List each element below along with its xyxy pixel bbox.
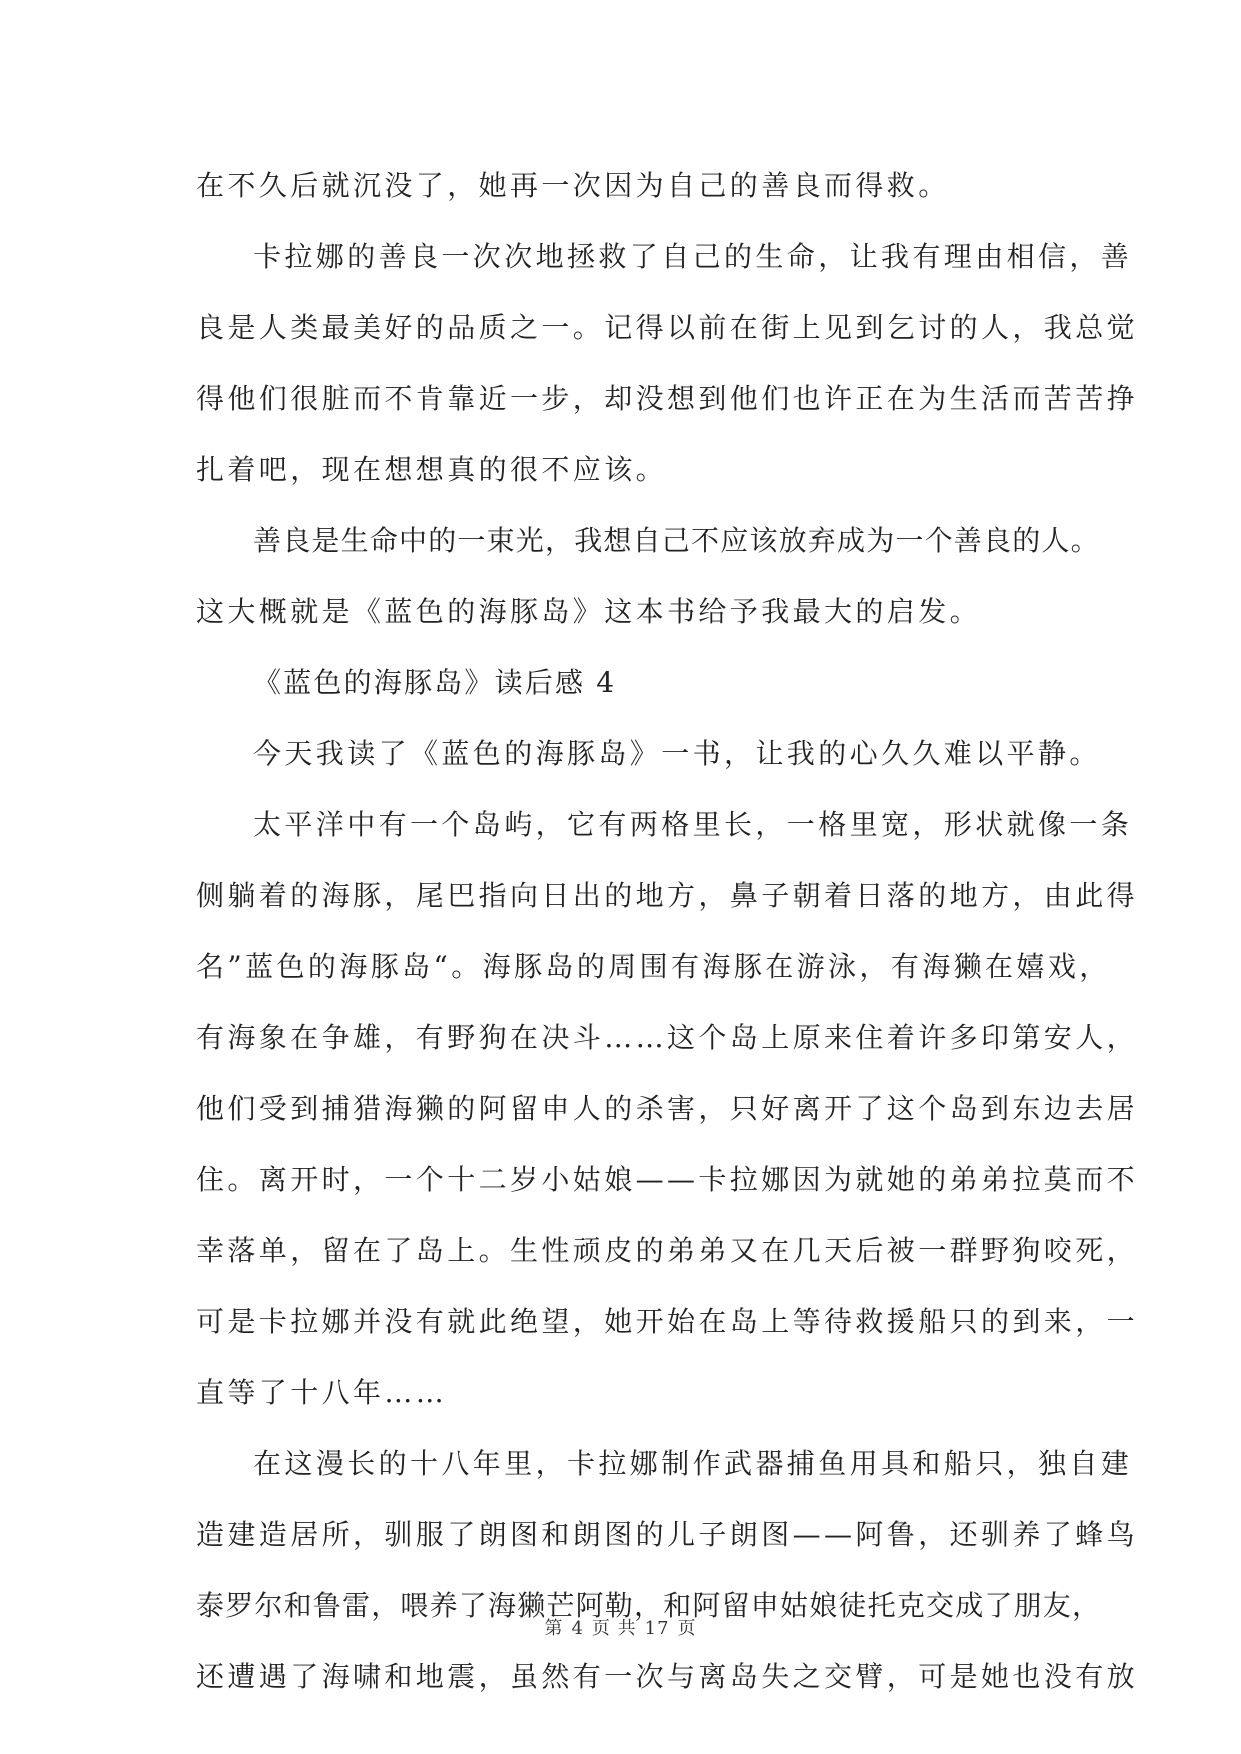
text-line: 得他们很脏而不肯靠近一步，却没想到他们也许正在为生活而苦苦挣 — [196, 382, 1139, 415]
text-line: 幸落单，留在了岛上。生性顽皮的弟弟又在几天后被一群野狗咬死， — [196, 1234, 1139, 1267]
text-line: 良是人类最美好的品质之一。记得以前在街上见到乞讨的人，我总觉 — [196, 311, 1139, 344]
current-page-number: 4 — [571, 1618, 584, 1639]
text-line: 卡拉娜的善良一次次地拯救了自己的生命，让我有理由相信，善 — [253, 240, 1133, 273]
text-line: 直等了十八年…… — [196, 1376, 448, 1409]
text-line: 在不久后就沉没了，她再一次因为自己的善良而得救。 — [196, 169, 950, 202]
text-line: 侧躺着的海豚，尾巴指向日出的地方，鼻子朝着日落的地方，由此得 — [196, 879, 1139, 912]
page-footer — [0, 1614, 1241, 1640]
total-pages-number: 17 — [644, 1618, 670, 1639]
text-line: 扎着吧，现在想想真的很不应该。 — [196, 453, 668, 486]
text-line: 住。离开时，一个十二岁小姑娘——卡拉娜因为就她的弟弟拉莫而不 — [196, 1163, 1139, 1196]
text-line: 还遭遇了海啸和地震，虽然有一次与离岛失之交臂，可是她也没有放 — [196, 1660, 1139, 1693]
text-line: 在这漫长的十八年里，卡拉娜制作武器捕鱼用具和船只，独自建 — [253, 1447, 1133, 1480]
footer-middle: 页 共 — [591, 1618, 637, 1639]
text-line: 太平洋中有一个岛屿，它有两格里长，一格里宽，形状就像一条 — [253, 808, 1133, 841]
text-line: 今天我读了《蓝色的海豚岛》一书，让我的心久久难以平静。 — [253, 737, 1101, 770]
text-line: 造建造居所，驯服了朗图和朗图的儿子朗图——阿鲁，还驯养了蜂鸟 — [196, 1518, 1139, 1551]
text-line: 可是卡拉娜并没有就此绝望，她开始在岛上等待救援船只的到来，一 — [196, 1305, 1139, 1338]
section-title: 《蓝色的海豚岛》读后感 4 — [253, 666, 617, 699]
footer-suffix: 页 — [677, 1618, 697, 1639]
text-line: 这大概就是《蓝色的海豚岛》这本书给予我最大的启发。 — [196, 595, 982, 628]
text-line: 善良是生命中的一束光，我想自己不应该放弃成为一个善良的人。 — [253, 524, 1100, 557]
text-line: 名”蓝色的海豚岛“。海豚岛的周围有海豚在游泳，有海獭在嬉戏， — [196, 950, 1111, 983]
text-line: 泰罗尔和鲁雷，喂养了海獭芒阿勒，和阿留申姑娘徒托克交成了朋友， — [196, 1589, 1102, 1622]
footer-prefix: 第 — [544, 1618, 564, 1639]
document-body — [196, 150, 1139, 1712]
text-line: 有海象在争雄，有野狗在决斗……这个岛上原来住着许多印第安人， — [196, 1021, 1139, 1054]
text-line: 他们受到捕猎海獭的阿留申人的杀害，只好离开了这个岛到东边去居 — [196, 1092, 1139, 1125]
